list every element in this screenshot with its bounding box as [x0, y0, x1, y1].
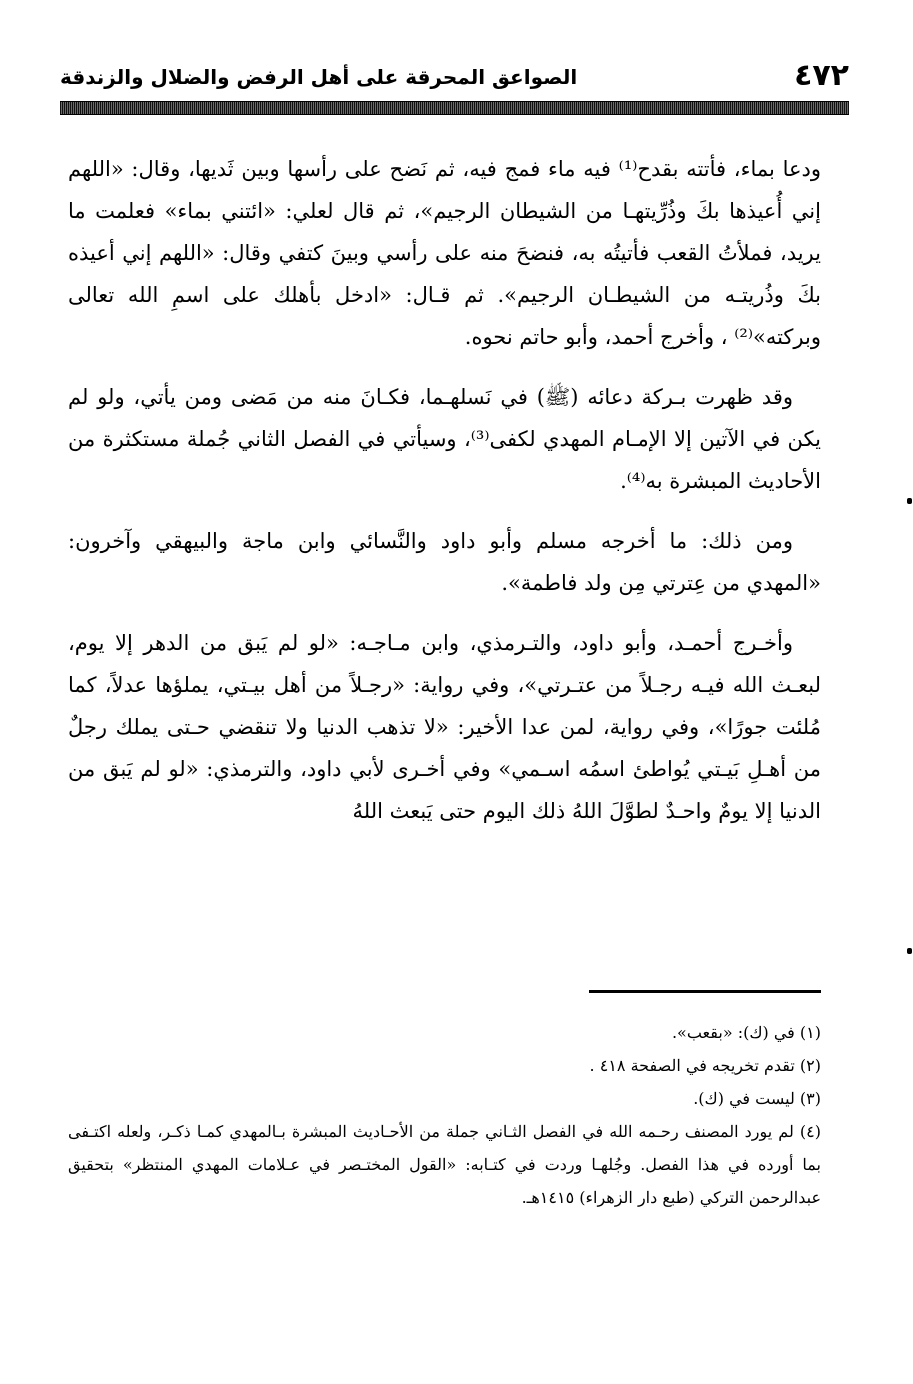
scan-mark — [907, 498, 912, 504]
scan-mark — [907, 948, 912, 954]
footnote-3: (٣) ليست في (ك). — [693, 1089, 821, 1108]
paragraph-4: وأخـرج أحمـد، وأبو داود، والتـرمذي، وابن مـاجـه: «لو لم يَبق من الدهر إلا يوم، لبعـث الله فيـه رجـلاً من عتـرتي»، وفي رواية: «رجـلاً من أهل بيـتي، يملؤها عدلاً، كما مُلئت جورًا»، وفي رواية، لمن عدا الأخير: «لا تذهب الدنيا ولا تنقضي حـتى يملك رجلٌ من أهـلِ بَيـتي يُواطئ اسمُه اسـمي» وفي أخـرى لأبي داود، والترمذي: «لو لم يَبق من الدنيا إلا يومٌ واحـدٌ لطوَّلَ اللهُ ذلك اليوم حتى يَبعث اللهُ — [68, 631, 821, 823]
running-title: الصواعق المحرقة على أهل الرفض والضلال والزندقة — [60, 65, 578, 89]
paragraph-1: ودعا بماء، فأتته بقدح⁽¹⁾ فيه ماء فمج فيه، ثم نَضح على رأسها وبين ثَديها، وقال: «اللهم إني أُعيذها بكَ وذُرِّيتهـا من الشيطان الرجيم»، ثم قال لعلي: «ائتني بماء» فعلمت ما يريد، فملأتُ القعب فأتيتُه به، فنضحَ منه على رأسي وبينَ كتفي وقال: «اللهم إني أعيذه بكَ وذُريتـه من الشيطـان الرجيم». ثم قـال: «ادخل بأهلك على اسمِ الله تعالى وبركته»⁽²⁾ ، وأخرج أحمد، وأبو حاتم نحوه. — [68, 157, 821, 349]
footnote-2: (٢) تقدم تخريجه في الصفحة ٤١٨ . — [589, 1056, 821, 1075]
page-number: ٤٧٢ — [794, 58, 849, 93]
header-divider — [60, 101, 849, 115]
footnote-1: (١) في (ك): «بقعب». — [671, 1023, 821, 1042]
footnote-4: (٤) لم يورد المصنف رحـمه الله في الفصل الثـاني جملة من الأحـاديث المبشرة بـالمهدي كمـا ذكـر، ولعله اكتـفى بما أورده في هذا الفصل. وجُلهـا وردت في كتـابه: «القول المختـصر في عـلامات المهدي المنتظر» بتحقيق عبدالرحمن التركي (طبع دار الزهراء) ١٤١٥هـ. — [68, 1122, 821, 1207]
footnote-divider — [589, 990, 821, 993]
paragraph-3: ومن ذلك: ما أخرجه مسلم وأبو داود والنَّسائي وابن ماجة والبيهقي وآخرون: «المهدي من عِترتي مِن ولد فاطمة». — [68, 529, 821, 595]
footnotes — [68, 1016, 821, 1214]
paragraph-2: وقد ظهرت بـركة دعائه (ﷺ) في نَسلهـما، فكـانَ منه من مَضى ومن يأتي، ولو لم يكن في الآتين إلا الإمـام المهدي لكفى⁽³⁾، وسيأتي في الفصل الثاني جُملة مستكثرة من الأحاديث المبشرة به⁽⁴⁾. — [68, 385, 821, 493]
page-header — [60, 58, 849, 98]
main-text — [68, 148, 821, 850]
